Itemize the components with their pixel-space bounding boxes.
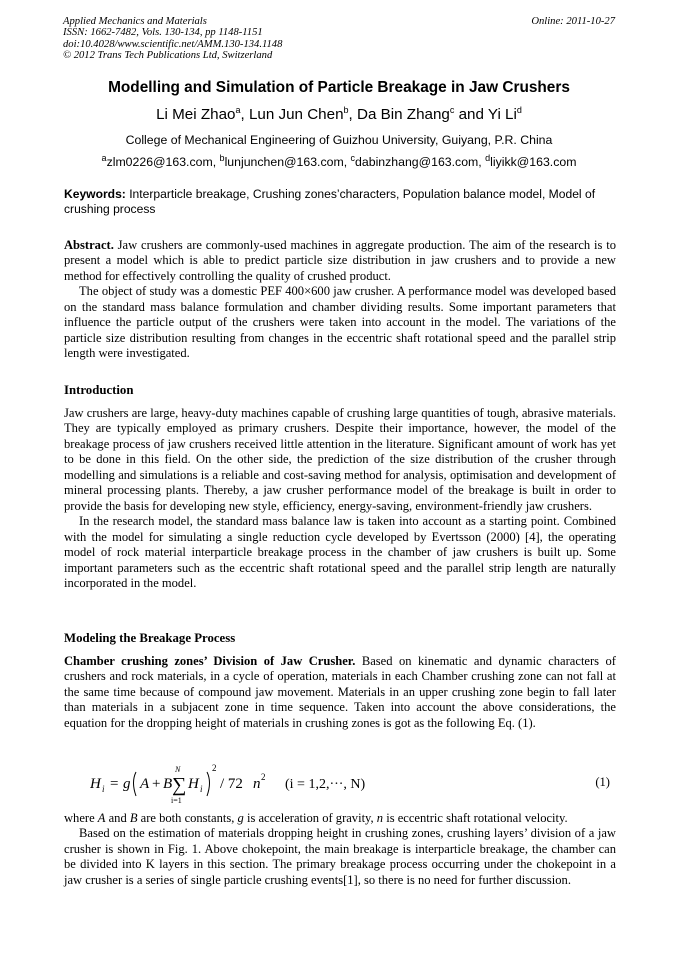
eq-right-paren <box>207 772 210 796</box>
journal-header <box>63 16 282 62</box>
eq-divide: / 72 <box>220 776 243 792</box>
email-separator: , <box>478 155 486 170</box>
email-mark: c <box>350 153 356 163</box>
author-name: Li Mei Zhao <box>156 106 236 124</box>
subsection-label: Chamber crushing zones’ Division of Jaw Crusher. <box>64 654 356 668</box>
var-B: B <box>129 811 138 825</box>
modeling-body-continued <box>64 811 616 888</box>
author-name: Lun Jun Chen <box>248 106 344 124</box>
eq-B: B <box>163 776 173 792</box>
affiliation: College of Mechanical Engineering of Guizhou University, Guiyang, P.R. China <box>125 133 553 147</box>
author-and: and <box>454 106 488 124</box>
eq-sigma: ∑ <box>172 774 187 796</box>
eq-left-paren <box>134 772 137 796</box>
author-affil-mark: c <box>449 105 455 115</box>
eq-sub-i2: i <box>200 784 203 794</box>
eq-sum-upper: N <box>175 765 181 774</box>
eq-plus: + <box>152 776 161 792</box>
abstract-text: Jaw crushers are commonly-used machines in aggregate production. The aim of the research is to present a model which is able to predict particle size distribution in jaw crushers and to provide a new method for effectively controlling the quality of crushed product. <box>64 238 616 283</box>
copyright-line: © 2012 Trans Tech Publications Ltd, Switzerland <box>63 50 273 62</box>
email-link[interactable]: dabinzhang@163.com <box>355 155 479 170</box>
modeling-body <box>64 654 616 731</box>
journal-name: Applied Mechanics and Materials <box>63 16 207 27</box>
var-A: A <box>97 811 106 825</box>
abstract-paragraph: The object of study was a domestic PEF 400×600 jaw crusher. A performance model was developed based on the standard mass balance formulation and chamber dividing results. Some important parameters that influence the particle output of the crushers were taken into account in the model. The variations of the particle size distribution resulting from changes in the eccentric shaft rotational speed and the parallel strip length were investigated. <box>64 284 616 361</box>
equation-1 <box>90 762 610 806</box>
author-affil-mark: a <box>235 105 241 115</box>
eq-A: A <box>140 776 150 792</box>
abstract-paragraph <box>64 238 616 284</box>
issn-line: ISSN: 1662-7482, Vols. 130-134, pp 1148-1151 <box>63 27 263 39</box>
eq-H2: H <box>188 776 199 792</box>
email-mark: d <box>485 153 491 163</box>
author-list <box>0 105 678 123</box>
eq-equals: = <box>110 776 119 792</box>
eq-H: H <box>90 776 101 792</box>
author-name: Yi Li <box>487 106 517 124</box>
keywords <box>64 187 616 217</box>
keywords-label: Keywords: <box>64 187 126 201</box>
keywords-text: Interparticle breakage, Crushing zones’characters, Population balance model, Model of crushing process <box>64 187 596 216</box>
email-mark: b <box>219 153 225 163</box>
text-run: is acceleration of gravity, <box>243 811 377 825</box>
email-link[interactable]: liyikk@163.com <box>490 155 577 170</box>
email-link[interactable]: lunjunchen@163.com <box>224 155 344 170</box>
eq-n-square: 2 <box>261 772 266 782</box>
modeling-paragraph: Based on the estimation of materials dropping height in crushing zones, crushing layers’ division of a jaw crusher is shown in Fig. 1. Above chokepoint, the main breakage is interparticle breakage, the chamber can be divided into K layers in this section. The primary breakage process occurring under the chokepoint in a jaw crusher is a series of single particle crushing events[1], so there is no need for further discussion. <box>64 826 616 887</box>
equation-formula <box>90 762 390 806</box>
email-list <box>0 153 678 169</box>
email-separator: , <box>343 155 351 170</box>
author-separator: , <box>348 106 357 124</box>
online-date: Online: 2011-10-27 <box>531 16 615 27</box>
eq-sum-lower: i=1 <box>171 796 182 805</box>
author-separator: , <box>240 106 249 124</box>
abstract <box>64 238 616 362</box>
section-heading: Introduction <box>64 383 134 397</box>
author-affil-mark: b <box>343 105 349 115</box>
section-heading: Modeling the Breakage Process <box>64 631 236 645</box>
text-run: are both constants, <box>137 811 238 825</box>
author-affil-mark: d <box>516 105 522 115</box>
modeling-paragraph <box>64 811 616 826</box>
author-name: Da Bin Zhang <box>356 106 450 124</box>
var-n: n <box>376 811 384 825</box>
text-run: is eccentric shaft rotational velocity. <box>383 811 568 825</box>
equation-number: (1) <box>595 775 610 789</box>
email-separator: , <box>212 155 220 170</box>
paper-title: Modelling and Simulation of Particle Breakage in Jaw Crushers <box>108 79 570 96</box>
modeling-text: Based on kinematic and dynamic characters of crushers and rock materials, in a cycle of operation, materials in each Chamber crushing zone can not fall at the same time because of compound jaw movement. Materials in an upper crushing zone begin to fall later than materials in a subjacent zone in time sequence. Taken into account the above considerations, the equation for the dropping height of materials in crushing zones is got as the following Eq. (1). <box>64 654 616 730</box>
doi-line: doi:10.4028/www.scientific.net/AMM.130-134.1148 <box>63 38 283 50</box>
abstract-label: Abstract. <box>64 238 114 252</box>
text-run: where <box>64 811 98 825</box>
email-mark: a <box>101 153 107 163</box>
introduction-body <box>64 406 616 591</box>
eq-g: g <box>123 776 131 792</box>
email-link[interactable]: zlm0226@163.com <box>106 155 213 170</box>
intro-paragraph: In the research model, the standard mass balance law is taken into account as a starting point. Combined with the model for simulating a single reduction cycle developed by Evertsson (2000) [4], the operating model of rock material interparticle breakage process in the chamber of jaw crushers is built up. Some important parameters such as the eccentric shaft rotational speed and the parallel strip length are naturally incorporated in the model. <box>64 514 616 590</box>
modeling-paragraph <box>64 654 616 731</box>
eq-sub-i: i <box>102 784 105 794</box>
eq-range: (i = 1,2,···, N) <box>285 777 366 792</box>
var-g: g <box>237 811 244 825</box>
intro-paragraph: Jaw crushers are large, heavy-duty machines capable of crushing large quantities of tough, abrasive materials. They are typically employed as primary crushers. Despite their importance, however, the model of the breakage process of jaw crushers received little attention in the literature. Significant amount of work has yet to be done in this field. On the other side, the prediction of the size distribution of the crusher through modelling and simulations is a reliable and cost-saving method for analysis, optimisation and development of mineral processing plants. Thereby, a jaw crusher performance model of the breakage is built in order to provide the basis for developing new style, efficiency, energy-saving, environment-friendly jaw crushers. <box>64 406 616 513</box>
eq-square: 2 <box>212 763 217 773</box>
eq-n: n <box>253 776 261 792</box>
text-run: and <box>105 811 130 825</box>
